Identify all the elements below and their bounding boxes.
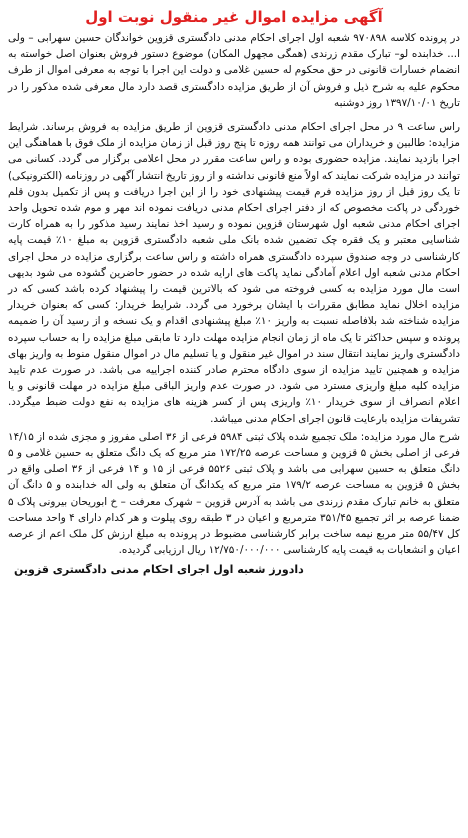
notice-title: آگهی مزایده اموال غیر منقول نوبت اول <box>85 8 383 26</box>
signature-line: دادورز شعبه اول اجرای احکام مدنی دادگستری قزوین <box>14 562 304 576</box>
notice-intro-paragraph: در پرونده کلاسه ۹۷۰۸۹۸ شعبه اول اجرای احکام مدنی دادگستری قزوین خواندگان حسین سهرابی – ولی ا... خدابنده لو– تبارک مقدم زرندی (همگی مجهول المکان) موضوع دستور فروش بعنوان اصل خواسته به انضمام خسارات قانونی در حق محکوم له حسین غلامی و دولت این اجرا با توجه به معرفی اموال از طرف محکوم علیه به شرح ذیل و فروش آن از طریق مزایده دادگستری قصد دارد مال معرفی شده مذکور را در تاریخ ۱۳۹۷/۱۰/۰۱ روز دوشنبه <box>8 32 460 109</box>
auction-conditions-paragraph: راس ساعت ۹ در محل اجرای احکام مدنی دادگستری قزوین از طریق مزایده به فروش برساند. شرایط مزایده: طالبین و خریداران می توانند همه روزه تا پنج روز قبل از زمان مزایده از ملک فوق با هماهنگی این اجرا بازدید نمایند. مزایده حضوری بوده و راس ساعت مقرر در محل اعلامی برگزار می گردد. کسانی می توانند در مزایده شرکت نمایند که اولاً منع قانونی نداشته و از روز تاریخ انتشار آگهی در روزنامه (الکترونیکی) تا یک روز قبل از روز مزایده فرم قیمت پیشنهادی خود را از این اجرا دریافت و پس از تکمیل بدون قلم خوردگی در پاکت مخصوص که از دفتر اجرای احکام مدنی دریافت نموده اند مهر و موم شده تحویل واحد اجرای احکام مدنی شعبه اول شهرستان قزوین نموده و رسید اخذ نمایند رسید مذکور را به همراه کارت شناسایی معتبر و یک فقره چک تضمین شده بانک ملی شعبه دادگستری قزوین به مبلغ ۱۰٪ قیمت پایه کارشناسی در وجه صندوق سپرده دادگستری همراه داشته و راس ساعت برگزاری مزایده در محل اجرای احکام مدنی شعبه اول اعلام آمادگی نماید پاکت های ارایه شده در حضور حاضرین گشوده می شود بدیهی است مال مورد مزایده به کسی فروخته می شود که بالاترین قیمت را پیشنهاد کرده باشد کسی که در مزایده اخلال نماید مطابق مقررات با ایشان برخورد می گردد. شرایط خریدار: کسی که بعنوان خریدار مزایده شناخته شد بلافاصله نسبت به واریز ۱۰٪ مبلغ پیشنهادی اقدام و یک نسخه و از رسید آن را ضمیمه پرونده و سپس حداکثر تا یک ماه از زمان انجام مزایده مهلت دارد تا مابقی مبلغ مزایده را به حساب سپرده دادگستری واریز نمایند انتقال سند در اموال غیر منقول و یا تسلیم مال در اموال منقول منوط به واریز بهای مزایده و همچنین تایید مزایده از سوی دادگاه محترم صادر کننده اجراییه می باشد. در صورت عدم تایید مزایده کلیه مبلغ واریزی مسترد می شود. در صورت عدم واریز الباقی مبلغ مزایده در مهلت قانونی و یا اعلام انصراف از سوی خریدار ۱۰٪ واریزی پس از کسر هزینه های مزایده به نفع دولت ضبط میگردد. تشریفات مزایده بارعایت قانون اجرای احکام مدنی میباشد. <box>8 121 460 425</box>
property-description-paragraph: شرح مال مورد مزایده: ملک تجمیع شده پلاک ثبتی ۵۹۸۴ فرعی از ۳۶ اصلی مفروز و مجزی شده از ۱۴/۱۵ فرعی از اصلی بخش ۵ قزوین و مساحت عرصه ۱۷۲/۲۵ متر مربع که یک دانگ متعلق به حسین غلامی و ۵ دانگ متعلق به حسین سهرابی می باشد و پلاک ثبتی ۵۵۲۶ فرعی از ۱۵ و ۱۴ فرعی از ۳۶ اصلی واقع در بخش ۵ قزوین به مساحت عرصه ۱۷۹/۲ متر مربع که یکدانگ آن متعلق به ولی اله خدابنده و ۵ دانگ آن متعلق به خانم تبارک مقدم زرندی می باشد به آدرس قزوین – شهرک معرفت – خ ابوریحان بیرونی پلاک ۵ ضمنا عرصه بر اثر تجمیع ۳۵۱/۴۵ مترمربع و اعیان در ۳ طبقه روی پیلوت و هر کدام دارای ۴ واحد مساحت کل ۵۵/۴۷ متر مربع نیمه ساخت برابر کارشناسی مضبوط در پرونده به مبلغ ارزش کل ملک اعم از عرصه اعیان و انشعابات به قیمت پایه کارشناسی ۱۲/۷۵۰/۰۰۰/۰۰۰ ریال ارزیابی گردیده. <box>8 430 461 557</box>
